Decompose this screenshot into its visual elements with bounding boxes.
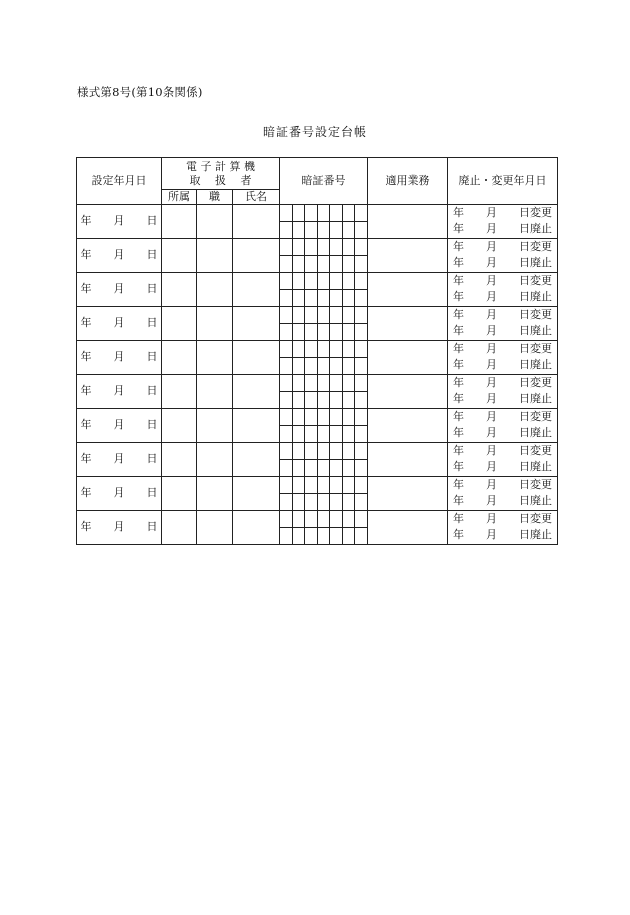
pin-digit-box[interactable] — [305, 375, 318, 391]
header-operator-top: 電 子 計 算 機 — [186, 159, 255, 173]
pin-digit-box[interactable] — [318, 409, 331, 425]
pin-digit-box[interactable] — [355, 392, 367, 408]
pin-digit-box[interactable] — [355, 375, 367, 391]
affiliation-cell[interactable] — [162, 408, 197, 442]
pin-digit-box[interactable] — [305, 273, 318, 289]
pin-digit-boxes[interactable] — [280, 256, 367, 272]
pin-digit-box[interactable] — [355, 511, 367, 527]
pin-digit-box[interactable] — [355, 239, 367, 255]
pin-digit-box[interactable] — [293, 324, 306, 340]
pin-digit-box[interactable] — [280, 460, 293, 476]
applicable-work-cell[interactable] — [368, 204, 448, 238]
pin-digit-box[interactable] — [280, 341, 293, 357]
change-date-line: 年 月 日変更 — [453, 444, 553, 458]
pin-digit-box[interactable] — [330, 324, 343, 340]
name-cell[interactable] — [233, 442, 280, 476]
pin-digit-box[interactable] — [330, 443, 343, 459]
pin-cell-upper[interactable] — [280, 374, 368, 391]
change-date-line: 年 月 日変更 — [453, 410, 553, 424]
pin-digit-box[interactable] — [343, 256, 356, 272]
abolish-change-cell[interactable] — [448, 442, 558, 476]
pin-digit-box[interactable] — [305, 460, 318, 476]
pin-cell-lower[interactable] — [280, 493, 368, 510]
abolish-change-cell[interactable] — [448, 272, 558, 306]
pin-digit-box[interactable] — [343, 528, 356, 544]
pin-digit-box[interactable] — [355, 256, 367, 272]
pin-digit-box[interactable] — [330, 290, 343, 306]
header-setting-date: 設定年月日 — [77, 158, 162, 205]
ledger-row — [77, 442, 558, 459]
pin-digit-box[interactable] — [280, 426, 293, 442]
affiliation-cell[interactable] — [162, 272, 197, 306]
header-position: 職 — [197, 190, 233, 205]
pin-digit-boxes[interactable] — [280, 307, 367, 323]
pin-digit-box[interactable] — [280, 375, 293, 391]
pin-digit-box[interactable] — [330, 528, 343, 544]
pin-digit-box[interactable] — [318, 460, 331, 476]
abolish-date-line: 年 月 日廃止 — [453, 256, 553, 270]
applicable-work-cell[interactable] — [368, 408, 448, 442]
pin-digit-box[interactable] — [330, 409, 343, 425]
abolish-date-line: 年 月 日廃止 — [453, 324, 553, 338]
pin-digit-box[interactable] — [318, 528, 331, 544]
abolish-date-line: 年 月 日廃止 — [453, 290, 553, 304]
pin-digit-box[interactable] — [343, 324, 356, 340]
setting-date-cell[interactable]: 年 月 日 — [77, 374, 162, 408]
affiliation-cell[interactable] — [162, 476, 197, 510]
pin-cell-upper[interactable] — [280, 204, 368, 221]
abolish-date-line: 年 月 日廃止 — [453, 494, 553, 508]
pin-digit-box[interactable] — [355, 528, 367, 544]
pin-digit-box[interactable] — [343, 375, 356, 391]
applicable-work-cell[interactable] — [368, 442, 448, 476]
applicable-work-cell[interactable] — [368, 272, 448, 306]
pin-digit-box[interactable] — [305, 307, 318, 323]
position-cell[interactable] — [197, 272, 233, 306]
pin-digit-box[interactable] — [318, 273, 331, 289]
setting-date-cell[interactable]: 年 月 日 — [77, 272, 162, 306]
pin-digit-box[interactable] — [355, 324, 367, 340]
change-date-line: 年 月 日変更 — [453, 308, 553, 322]
pin-digit-box[interactable] — [318, 358, 331, 374]
header-abolish-change-date: 廃止・変更年月日 — [448, 158, 558, 205]
affiliation-cell[interactable] — [162, 510, 197, 544]
pin-digit-box[interactable] — [318, 222, 331, 238]
pin-digit-box[interactable] — [280, 324, 293, 340]
pin-digit-box[interactable] — [330, 273, 343, 289]
pin-digit-box[interactable] — [318, 494, 331, 510]
affiliation-cell[interactable] — [162, 340, 197, 374]
affiliation-cell[interactable] — [162, 238, 197, 272]
pin-digit-box[interactable] — [330, 494, 343, 510]
pin-digit-box[interactable] — [293, 256, 306, 272]
pin-digit-box[interactable] — [280, 205, 293, 221]
name-cell[interactable] — [233, 374, 280, 408]
ledger-row — [77, 340, 558, 357]
pin-digit-box[interactable] — [330, 460, 343, 476]
pin-digit-box[interactable] — [330, 205, 343, 221]
pin-digit-box[interactable] — [293, 443, 306, 459]
pin-digit-box[interactable] — [293, 358, 306, 374]
pin-digit-box[interactable] — [343, 205, 356, 221]
pin-digit-box[interactable] — [318, 205, 331, 221]
pin-digit-box[interactable] — [318, 375, 331, 391]
pin-digit-box[interactable] — [355, 443, 367, 459]
pin-digit-boxes[interactable] — [280, 222, 367, 238]
abolish-change-cell[interactable] — [448, 204, 558, 238]
pin-cell-lower[interactable] — [280, 255, 368, 272]
pin-cell-lower[interactable] — [280, 391, 368, 408]
pin-digit-box[interactable] — [305, 392, 318, 408]
pin-cell-upper[interactable] — [280, 442, 368, 459]
pin-digit-box[interactable] — [305, 511, 318, 527]
pin-cell-lower[interactable] — [280, 527, 368, 544]
applicable-work-cell[interactable] — [368, 476, 448, 510]
pin-digit-box[interactable] — [330, 477, 343, 493]
pin-digit-box[interactable] — [305, 443, 318, 459]
pin-digit-boxes[interactable] — [280, 273, 367, 289]
pin-digit-box[interactable] — [318, 511, 331, 527]
abolish-change-cell[interactable] — [448, 306, 558, 340]
pin-digit-boxes[interactable] — [280, 324, 367, 340]
abolish-date-line: 年 月 日廃止 — [453, 222, 553, 236]
affiliation-cell[interactable] — [162, 374, 197, 408]
pin-digit-box[interactable] — [305, 290, 318, 306]
pin-ledger-table — [76, 157, 558, 545]
applicable-work-cell[interactable] — [368, 510, 448, 544]
change-date-line: 年 月 日変更 — [453, 342, 553, 356]
pin-digit-box[interactable] — [305, 239, 318, 255]
pin-cell-lower[interactable] — [280, 289, 368, 306]
pin-digit-box[interactable] — [318, 239, 331, 255]
pin-digit-box[interactable] — [343, 358, 356, 374]
pin-digit-box[interactable] — [330, 375, 343, 391]
pin-digit-box[interactable] — [305, 426, 318, 442]
pin-digit-box[interactable] — [293, 477, 306, 493]
pin-digit-box[interactable] — [343, 460, 356, 476]
pin-digit-box[interactable] — [280, 290, 293, 306]
pin-cell-upper[interactable] — [280, 408, 368, 425]
pin-digit-boxes[interactable] — [280, 205, 367, 221]
name-cell[interactable] — [233, 476, 280, 510]
name-cell[interactable] — [233, 408, 280, 442]
header-operator — [162, 158, 280, 190]
ledger-row — [77, 374, 558, 391]
pin-digit-box[interactable] — [293, 511, 306, 527]
affiliation-cell[interactable] — [162, 442, 197, 476]
abolish-date-line: 年 月 日廃止 — [453, 358, 553, 372]
pin-digit-box[interactable] — [318, 290, 331, 306]
position-cell[interactable] — [197, 204, 233, 238]
pin-digit-box[interactable] — [293, 494, 306, 510]
affiliation-cell[interactable] — [162, 306, 197, 340]
pin-digit-box[interactable] — [343, 222, 356, 238]
pin-digit-box[interactable] — [343, 290, 356, 306]
pin-digit-box[interactable] — [355, 358, 367, 374]
pin-digit-boxes[interactable] — [280, 528, 367, 544]
pin-digit-box[interactable] — [343, 426, 356, 442]
pin-digit-box[interactable] — [293, 341, 306, 357]
pin-digit-box[interactable] — [293, 222, 306, 238]
pin-digit-box[interactable] — [293, 205, 306, 221]
pin-cell-upper[interactable] — [280, 510, 368, 527]
pin-digit-box[interactable] — [280, 307, 293, 323]
pin-digit-box[interactable] — [355, 222, 367, 238]
position-cell[interactable] — [197, 238, 233, 272]
change-date-line: 年 月 日変更 — [453, 512, 553, 526]
document-title: 暗証番号設定台帳 — [262, 125, 367, 139]
abolish-date-line: 年 月 日廃止 — [453, 460, 553, 474]
setting-date-cell[interactable]: 年 月 日 — [77, 340, 162, 374]
abolish-date-line: 年 月 日廃止 — [453, 426, 553, 440]
name-cell[interactable] — [233, 238, 280, 272]
affiliation-cell[interactable] — [162, 204, 197, 238]
pin-digit-box[interactable] — [318, 426, 331, 442]
position-cell[interactable] — [197, 374, 233, 408]
pin-digit-box[interactable] — [355, 307, 367, 323]
pin-digit-box[interactable] — [305, 324, 318, 340]
change-date-line: 年 月 日変更 — [453, 376, 553, 390]
abolish-change-cell[interactable] — [448, 408, 558, 442]
abolish-date-line: 年 月 日廃止 — [453, 528, 553, 542]
pin-digit-boxes[interactable] — [280, 443, 367, 459]
applicable-work-cell[interactable] — [368, 374, 448, 408]
position-cell[interactable] — [197, 476, 233, 510]
pin-digit-box[interactable] — [343, 494, 356, 510]
name-cell[interactable] — [233, 306, 280, 340]
pin-digit-box[interactable] — [355, 426, 367, 442]
applicable-work-cell[interactable] — [368, 306, 448, 340]
name-cell[interactable] — [233, 204, 280, 238]
form-number-label: 様式第8号(第10条関係) — [77, 85, 203, 99]
header-applicable-work: 適用業務 — [368, 158, 448, 205]
pin-digit-box[interactable] — [293, 273, 306, 289]
pin-digit-boxes[interactable] — [280, 477, 367, 493]
pin-cell-upper[interactable] — [280, 340, 368, 357]
pin-digit-box[interactable] — [355, 290, 367, 306]
pin-digit-box[interactable] — [355, 341, 367, 357]
name-cell[interactable] — [233, 272, 280, 306]
ledger-row — [77, 204, 558, 221]
pin-digit-boxes[interactable] — [280, 358, 367, 374]
pin-digit-box[interactable] — [293, 375, 306, 391]
abolish-date-line: 年 月 日廃止 — [453, 392, 553, 406]
pin-digit-box[interactable] — [293, 409, 306, 425]
abolish-change-cell[interactable] — [448, 238, 558, 272]
position-cell[interactable] — [197, 442, 233, 476]
position-cell[interactable] — [197, 306, 233, 340]
pin-digit-box[interactable] — [293, 392, 306, 408]
pin-digit-box[interactable] — [305, 528, 318, 544]
pin-digit-box[interactable] — [293, 239, 306, 255]
pin-digit-box[interactable] — [330, 239, 343, 255]
setting-date-cell[interactable]: 年 月 日 — [77, 476, 162, 510]
pin-digit-box[interactable] — [305, 477, 318, 493]
pin-digit-box[interactable] — [318, 443, 331, 459]
pin-digit-boxes[interactable] — [280, 426, 367, 442]
pin-digit-box[interactable] — [280, 477, 293, 493]
pin-digit-boxes[interactable] — [280, 494, 367, 510]
pin-digit-box[interactable] — [280, 511, 293, 527]
pin-digit-box[interactable] — [330, 426, 343, 442]
pin-digit-box[interactable] — [330, 222, 343, 238]
pin-digit-box[interactable] — [318, 256, 331, 272]
setting-date-cell[interactable]: 年 月 日 — [77, 204, 162, 238]
position-cell[interactable] — [197, 408, 233, 442]
pin-digit-boxes[interactable] — [280, 392, 367, 408]
pin-cell-upper[interactable] — [280, 272, 368, 289]
ledger-row — [77, 272, 558, 289]
pin-digit-boxes[interactable] — [280, 409, 367, 425]
name-cell[interactable] — [233, 510, 280, 544]
pin-digit-box[interactable] — [293, 528, 306, 544]
pin-digit-box[interactable] — [293, 426, 306, 442]
pin-cell-upper[interactable] — [280, 238, 368, 255]
name-cell[interactable] — [233, 340, 280, 374]
ledger-row — [77, 306, 558, 323]
ledger-row — [77, 476, 558, 493]
applicable-work-cell[interactable] — [368, 238, 448, 272]
pin-digit-box[interactable] — [305, 205, 318, 221]
pin-digit-box[interactable] — [343, 273, 356, 289]
pin-digit-box[interactable] — [330, 341, 343, 357]
pin-digit-box[interactable] — [330, 256, 343, 272]
pin-cell-lower[interactable] — [280, 323, 368, 340]
pin-digit-box[interactable] — [280, 256, 293, 272]
pin-digit-box[interactable] — [293, 460, 306, 476]
header-affiliation: 所属 — [162, 190, 197, 205]
pin-digit-box[interactable] — [330, 392, 343, 408]
setting-date-cell[interactable]: 年 月 日 — [77, 510, 162, 544]
pin-digit-box[interactable] — [343, 392, 356, 408]
pin-digit-box[interactable] — [318, 307, 331, 323]
header-name: 氏名 — [233, 190, 280, 205]
pin-digit-boxes[interactable] — [280, 375, 367, 391]
header-pin: 暗証番号 — [280, 158, 368, 205]
pin-digit-box[interactable] — [318, 477, 331, 493]
pin-digit-boxes[interactable] — [280, 239, 367, 255]
pin-digit-box[interactable] — [318, 324, 331, 340]
pin-cell-lower[interactable] — [280, 425, 368, 442]
ledger-row — [77, 510, 558, 527]
pin-digit-box[interactable] — [355, 409, 367, 425]
setting-date-cell[interactable]: 年 月 日 — [77, 238, 162, 272]
pin-digit-box[interactable] — [280, 528, 293, 544]
pin-cell-lower[interactable] — [280, 459, 368, 476]
pin-digit-box[interactable] — [343, 511, 356, 527]
pin-digit-box[interactable] — [305, 256, 318, 272]
pin-digit-box[interactable] — [343, 477, 356, 493]
pin-digit-box[interactable] — [330, 307, 343, 323]
pin-digit-box[interactable] — [355, 494, 367, 510]
pin-digit-box[interactable] — [318, 341, 331, 357]
ledger-row — [77, 408, 558, 425]
abolish-change-cell[interactable] — [448, 476, 558, 510]
pin-digit-box[interactable] — [280, 273, 293, 289]
pin-digit-box[interactable] — [305, 358, 318, 374]
pin-digit-box[interactable] — [318, 392, 331, 408]
pin-digit-boxes[interactable] — [280, 460, 367, 476]
pin-digit-box[interactable] — [280, 494, 293, 510]
change-date-line: 年 月 日変更 — [453, 206, 553, 220]
pin-digit-box[interactable] — [305, 494, 318, 510]
pin-digit-box[interactable] — [305, 222, 318, 238]
pin-digit-box[interactable] — [293, 290, 306, 306]
pin-digit-box[interactable] — [305, 409, 318, 425]
pin-cell-lower[interactable] — [280, 357, 368, 374]
header-operator-bottom: 取 扱 者 — [189, 173, 252, 187]
pin-digit-box[interactable] — [343, 443, 356, 459]
pin-digit-box[interactable] — [280, 443, 293, 459]
pin-cell-upper[interactable] — [280, 306, 368, 323]
pin-digit-box[interactable] — [343, 409, 356, 425]
pin-cell-lower[interactable] — [280, 221, 368, 238]
pin-digit-box[interactable] — [305, 341, 318, 357]
pin-digit-box[interactable] — [343, 239, 356, 255]
pin-digit-box[interactable] — [355, 205, 367, 221]
change-date-line: 年 月 日変更 — [453, 274, 553, 288]
ledger-row — [77, 238, 558, 255]
pin-digit-box[interactable] — [355, 460, 367, 476]
pin-digit-box[interactable] — [330, 511, 343, 527]
pin-digit-box[interactable] — [280, 392, 293, 408]
pin-digit-box[interactable] — [355, 477, 367, 493]
setting-date-cell[interactable]: 年 月 日 — [77, 408, 162, 442]
pin-digit-box[interactable] — [280, 239, 293, 255]
pin-digit-box[interactable] — [280, 409, 293, 425]
pin-digit-boxes[interactable] — [280, 511, 367, 527]
position-cell[interactable] — [197, 510, 233, 544]
abolish-change-cell[interactable] — [448, 510, 558, 544]
abolish-change-cell[interactable] — [448, 374, 558, 408]
pin-digit-box[interactable] — [280, 358, 293, 374]
pin-digit-box[interactable] — [343, 341, 356, 357]
position-cell[interactable] — [197, 340, 233, 374]
applicable-work-cell[interactable] — [368, 340, 448, 374]
setting-date-cell[interactable]: 年 月 日 — [77, 306, 162, 340]
change-date-line: 年 月 日変更 — [453, 240, 553, 254]
pin-digit-box[interactable] — [343, 307, 356, 323]
pin-digit-box[interactable] — [280, 222, 293, 238]
pin-digit-box[interactable] — [355, 273, 367, 289]
pin-digit-boxes[interactable] — [280, 290, 367, 306]
pin-cell-upper[interactable] — [280, 476, 368, 493]
change-date-line: 年 月 日変更 — [453, 478, 553, 492]
pin-digit-box[interactable] — [293, 307, 306, 323]
setting-date-cell[interactable]: 年 月 日 — [77, 442, 162, 476]
pin-digit-boxes[interactable] — [280, 341, 367, 357]
abolish-change-cell[interactable] — [448, 340, 558, 374]
pin-digit-box[interactable] — [330, 358, 343, 374]
